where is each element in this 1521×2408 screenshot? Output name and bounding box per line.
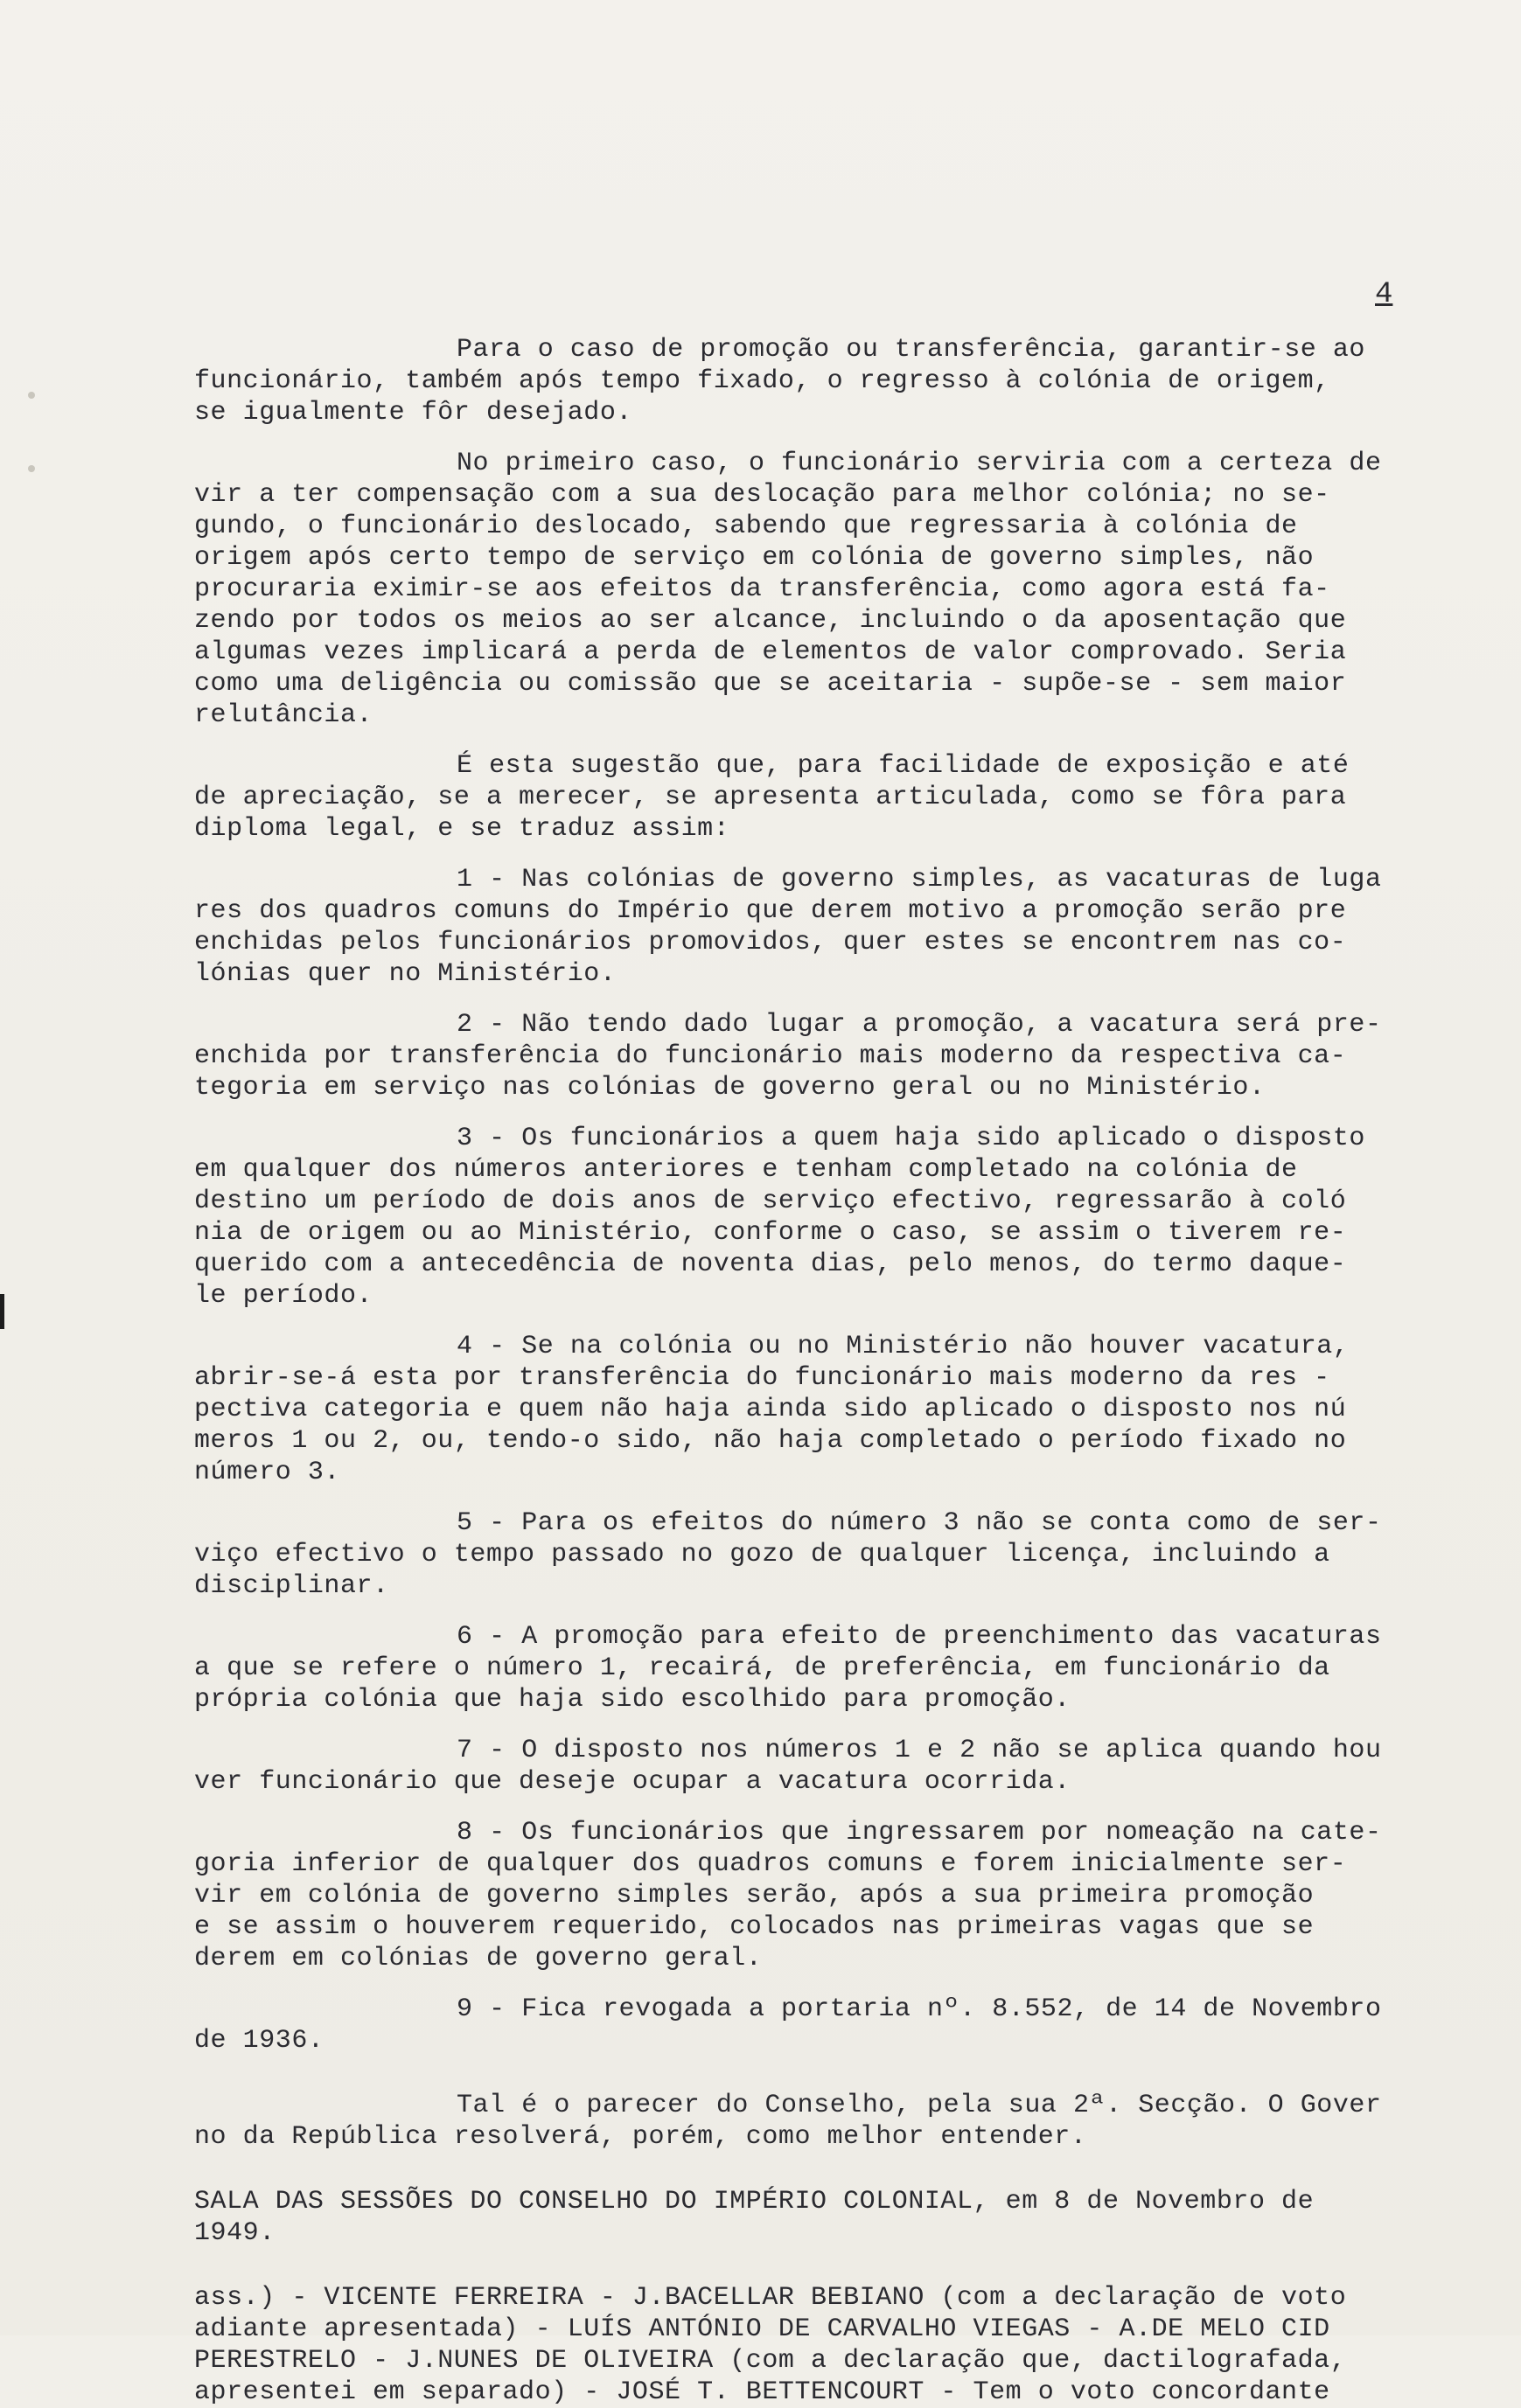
text-line: número 3.: [194, 1458, 340, 1487]
text-line: a que se refere o número 1, recairá, de preferência, em funcionário da: [194, 1653, 1330, 1683]
text-line: 1 - Nas colónias de governo simples, as vacaturas de luga: [457, 865, 1382, 894]
text-line: em qualquer dos números anteriores e tenham completado na colónia de: [194, 1155, 1298, 1185]
text-line: nia de origem ou ao Ministério, conforme o caso, se assim o tiverem re-: [194, 1218, 1347, 1248]
punch-hole: [28, 465, 35, 472]
session-line: 1949.: [194, 2218, 276, 2248]
text-line: lónias quer no Ministério.: [194, 959, 617, 989]
text-line: de apreciação, se a merecer, se apresenta articulada, como se fôra para: [194, 783, 1347, 812]
text-line: de 1936.: [194, 2026, 324, 2056]
text-line: res dos quadros comuns do Império que derem motivo a promoção serão pre: [194, 896, 1347, 926]
text-line: destino um período de dois anos de serviço efectivo, regressarão à coló: [194, 1187, 1347, 1216]
signature-line: ass.) - VICENTE FERREIRA - J.BACELLAR BEBIANO (com a declaração de voto: [194, 2283, 1347, 2313]
text-line: Tal é o parecer do Conselho, pela sua 2ª. Secção. O Gover: [457, 2091, 1382, 2120]
text-line: como uma deligência ou comissão que se aceitaria - supõe-se - sem maior: [194, 669, 1347, 699]
text-line: 2 - Não tendo dado lugar a promoção, a vacatura será pre-: [457, 1010, 1382, 1040]
text-line: viço efectivo o tempo passado no gozo de qualquer licença, incluindo a: [194, 1540, 1330, 1569]
text-line: 7 - O disposto nos números 1 e 2 não se aplica quando hou: [457, 1736, 1382, 1765]
text-line: ver funcionário que deseje ocupar a vacatura ocorrida.: [194, 1767, 1071, 1797]
text-line: derem em colónias de governo geral.: [194, 1944, 763, 1973]
text-line: 6 - A promoção para efeito de preenchimento das vacaturas: [457, 1622, 1382, 1652]
text-line: funcionário, também após tempo fixado, o regresso à colónia de origem,: [194, 366, 1330, 396]
text-line: abrir-se-á esta por transferência do funcionário mais moderno da res -: [194, 1363, 1330, 1393]
text-line: relutância.: [194, 700, 373, 730]
text-line: 5 - Para os efeitos do número 3 não se conta como de ser-: [457, 1508, 1382, 1538]
edge-mark: [0, 1294, 4, 1329]
text-line: enchidas pelos funcionários promovidos, quer estes se encontrem nas co-: [194, 928, 1347, 957]
text-line: enchida por transferência do funcionário mais moderno da respectiva ca-: [194, 1041, 1347, 1071]
text-line: 8 - Os funcionários que ingressarem por nomeação na cate-: [457, 1818, 1382, 1848]
text-line: No primeiro caso, o funcionário serviria com a certeza de: [457, 449, 1382, 478]
text-line: origem após certo tempo de serviço em colónia de governo simples, não: [194, 543, 1315, 573]
text-line: meros 1 ou 2, ou, tendo-o sido, não haja completado o período fixado no: [194, 1426, 1347, 1456]
page-number: 4: [1375, 278, 1393, 311]
text-line: É esta sugestão que, para facilidade de exposição e até: [457, 751, 1350, 781]
text-line: zendo por todos os meios ao ser alcance, incluindo o da aposentação que: [194, 606, 1347, 636]
text-line: Para o caso de promoção ou transferência, garantir-se ao: [457, 335, 1365, 365]
text-line: vir em colónia de governo simples serão, após a sua primeira promoção: [194, 1881, 1315, 1910]
text-line: disciplinar.: [194, 1571, 389, 1601]
text-line: goria inferior de qualquer dos quadros comuns e forem inicialmente ser-: [194, 1849, 1347, 1879]
text-line: no da República resolverá, porém, como melhor entender.: [194, 2122, 1087, 2152]
text-line: le período.: [194, 1281, 373, 1311]
document-body: [194, 334, 1436, 2408]
signature-line: PERESTRELO - J.NUNES DE OLIVEIRA (com a declaração que, dactilografada,: [194, 2346, 1347, 2376]
session-line: SALA DAS SESSÕES DO CONSELHO DO IMPÉRIO COLONIAL, em 8 de Novembro de: [194, 2187, 1315, 2217]
text-line: se igualmente fôr desejado.: [194, 398, 632, 428]
punch-hole: [28, 392, 35, 399]
text-line: pectiva categoria e quem não haja ainda sido aplicado o disposto nos nú: [194, 1395, 1347, 1424]
signature-line: adiante apresentada) - LUÍS ANTÓNIO DE CARVALHO VIEGAS - A.DE MELO CID: [194, 2314, 1330, 2344]
text-line: 4 - Se na colónia ou no Ministério não houver vacatura,: [457, 1332, 1350, 1361]
text-line: tegoria em serviço nas colónias de governo geral ou no Ministério.: [194, 1073, 1266, 1103]
text-line: querido com a antecedência de noventa dias, pelo menos, do termo daque-: [194, 1249, 1347, 1279]
text-line: procuraria eximir-se aos efeitos da transferência, como agora está fa-: [194, 574, 1330, 604]
text-line: algumas vezes implicará a perda de elementos de valor comprovado. Seria: [194, 637, 1347, 667]
text-line: própria colónia que haja sido escolhido para promoção.: [194, 1685, 1071, 1715]
text-line: 3 - Os funcionários a quem haja sido aplicado o disposto: [457, 1124, 1365, 1153]
text-line: gundo, o funcionário deslocado, sabendo que regressaria à colónia de: [194, 512, 1298, 541]
text-line: diploma legal, e se traduz assim:: [194, 814, 730, 844]
text-line: 9 - Fica revogada a portaria nº. 8.552, de 14 de Novembro: [457, 1994, 1382, 2024]
signature-line: apresentei em separado) - JOSÉ T. BETTENCOURT - Tem o voto concordante: [194, 2377, 1330, 2407]
text-line: vir a ter compensação com a sua deslocação para melhor colónia; no se-: [194, 480, 1330, 510]
text-line: e se assim o houverem requerido, colocados nas primeiras vagas que se: [194, 1912, 1315, 1942]
